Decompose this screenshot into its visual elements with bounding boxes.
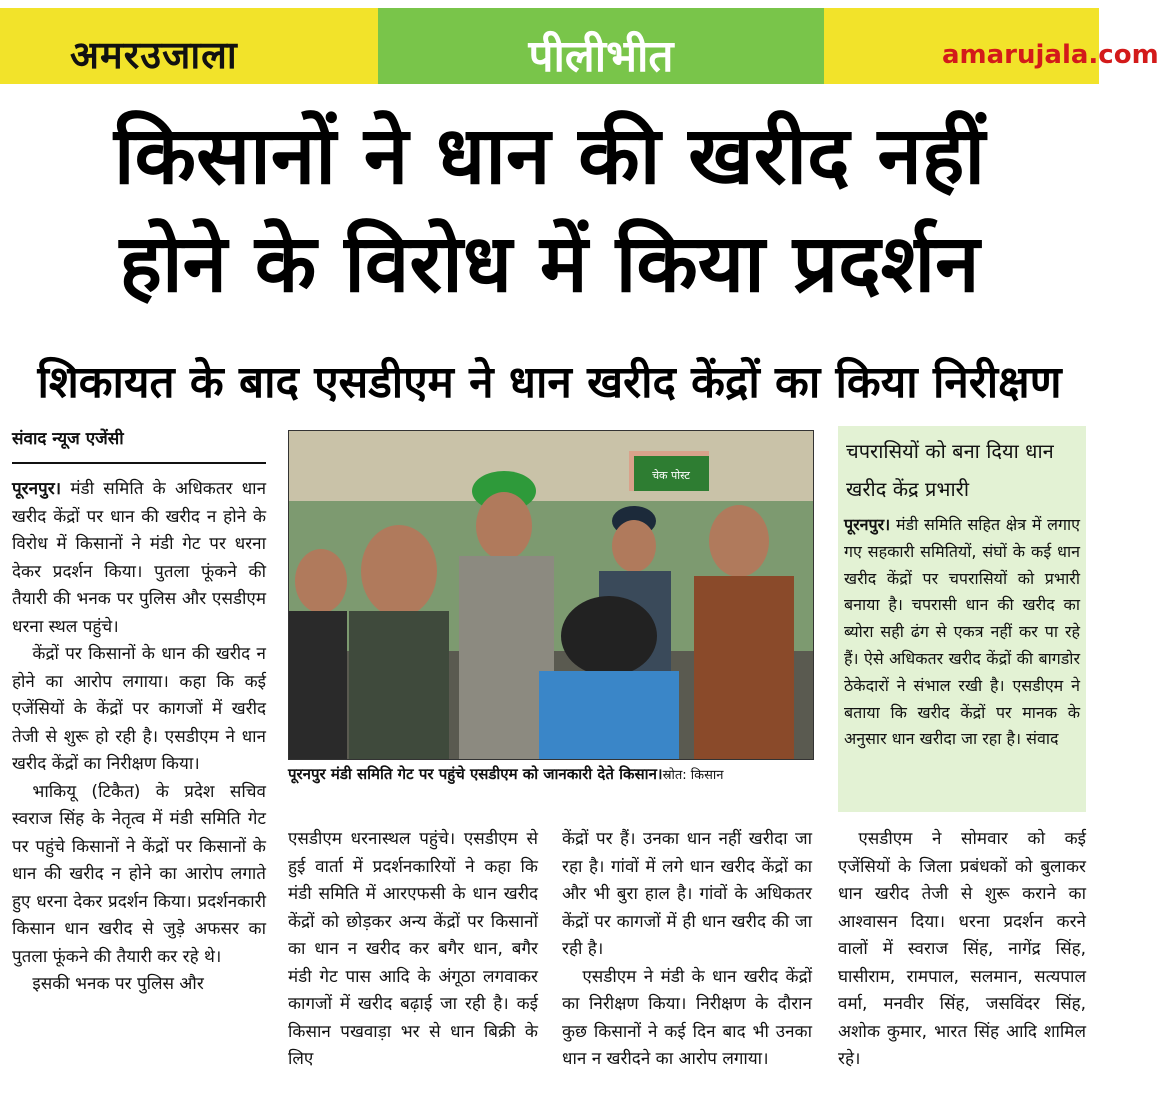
masthead-site-panel [824,8,1159,84]
newspaper-logo: अमरउजाला [70,33,238,77]
article-col4-text: एसडीएम ने सोमवार को कई एजेंसियों के जिला प्रबंधकों को बुलाकर धान खरीद तेजी से शुरू कराने का आश्वासन दिया। धरना प्रदर्शन करने वालों में स्वराज सिंह, नागेंद्र सिंह, घासीराम, रामपाल, सलमान, सत्यपाल वर्मा, मनवीर सिंह, जसविंदर सिंह, अशोक कुमार, भारत सिंह आदि शामिल रहे। [838,829,1086,1069]
website-url: amarujala.com [942,40,1159,70]
checkpost-sign: चेक पोस्ट [652,469,690,482]
dateline: पूरनपुर। [12,479,62,499]
article-column-1 [12,476,266,999]
article-col3-para-1: केंद्रों पर हैं। उनका धान नहीं खरीदा जा रहा है। गांवों में लगे धान खरीद केंद्रों का और भी बुरा हाल है। गांवों के अधिकतर केंद्रों पर कागजों में ही धान खरीद की जा रही है। [562,829,812,959]
masthead [0,0,1159,88]
city-name: पीलीभीत [528,31,674,82]
article-column-4 [838,826,1086,1074]
masthead-logo-panel [0,8,378,84]
subheadline: शिकायत के बाद एसडीएम ने धान खरीद केंद्रों का किया निरीक्षण [37,357,1062,408]
masthead-city-panel [378,8,824,84]
article-column-3 [562,826,812,1074]
article-paragraph-3: भाकियू (टिकैत) के प्रदेश सचिव स्वराज सिंह के नेतृत्व में मंडी समिति गेट पर पहुंचे किसानों ने केंद्रों पर किसानों के धान की खरीद न होने का आरोप लगाते हुए धरना देकर प्रदर्शन किया। प्रदर्शनकारी किसान धान खरीद से जुड़े अफसर का पुतला फूंकने की तैयारी कर रहे थे। [12,781,266,967]
article-col2-text: एसडीएम धरनास्थल पहुंचे। एसडीएम से हुई वार्ता में प्रदर्शनकारियों ने कहा कि मंडी समिति में आरएफसी के धान खरीद केंद्रों को छोड़कर अन्य केंद्रों पर किसानों का धान न खरीद कर बगैर धान, बगैर मंडी गेट पास आदि के अंगूठा लगवाकर कागजों में खरीद बढ़ाई जा रही है। कई किसान पखवाड़ा भर से धान बिक्री के लिए [288,829,538,1069]
sidebar-body: पूरनपुर। मंडी समिति सहित क्षेत्र में लगाए गए सहकारी समितियों, संघों के कई धान खरीद केंद्रों पर चपरासियों को प्रभारी बनाया है। चपरासी धान की खरीद का ब्योरा सही ढंग से एकत्र नहीं कर पा रहे हैं। ऐसे अधिकतर खरीद केंद्रों की बागडोर ठेकेदारों ने संभाल रखी है। एसडीएम ने बताया कि खरीद केंद्रों पर मानक के अनुसार धान खरीदा जा रहा है। संवाद [844,515,1080,749]
sidebar-dateline: पूरनपुर। [844,515,891,534]
article-paragraph-2: केंद्रों पर किसानों के धान की खरीद न होने का आरोप लगाया। कहा कि कई एजेंसियों के केंद्रों पर कागजों में खरीद तेजी से शुरू हो रही है। एसडीएम ने धान खरीद केंद्रों का निरीक्षण किया। [12,644,266,774]
article-column-2 [288,826,538,1074]
photo-caption: पूरनपुर मंडी समिति गेट पर पहुंचे एसडीएम को जानकारी देते किसान।स्रोत: किसान [288,765,724,783]
sidebar-title: चपरासियों को बना दिया धान खरीद केंद्र प्रभारी [846,439,1054,501]
article-paragraph-1: पूरनपुर। मंडी समिति के अधिकतर धान खरीद केंद्रों पर धान की खरीद न होने के विरोध में किसानों ने मंडी गेट पर धरना देकर प्रदर्शन किया। पुतला फूंकने की तैयारी की भनक पर पुलिस और एसडीएम धरना स्थल पहुंचे। [12,479,267,637]
headline-line-1: किसानों ने धान की खरीद नहीं [113,109,986,202]
article-col3-para-2: एसडीएम ने मंडी के धान खरीद केंद्रों का निरीक्षण किया। निरीक्षण के दौरान कुछ किसानों ने कई दिन बाद भी उनका धान न खरीदने का आरोप लगाया। [562,966,812,1069]
headline-line-2: होने के विरोध में किया प्रदर्शन [119,217,980,310]
protest-photo-illustration [289,431,813,759]
article-paragraph-4: इसकी भनक पर पुलिस और [32,974,204,994]
sidebar-box [838,426,1086,812]
photo-credit: स्रोत: किसान [662,768,724,783]
byline: संवाद न्यूज एजेंसी [12,429,124,449]
news-photo [288,430,814,760]
byline-divider [12,462,266,464]
